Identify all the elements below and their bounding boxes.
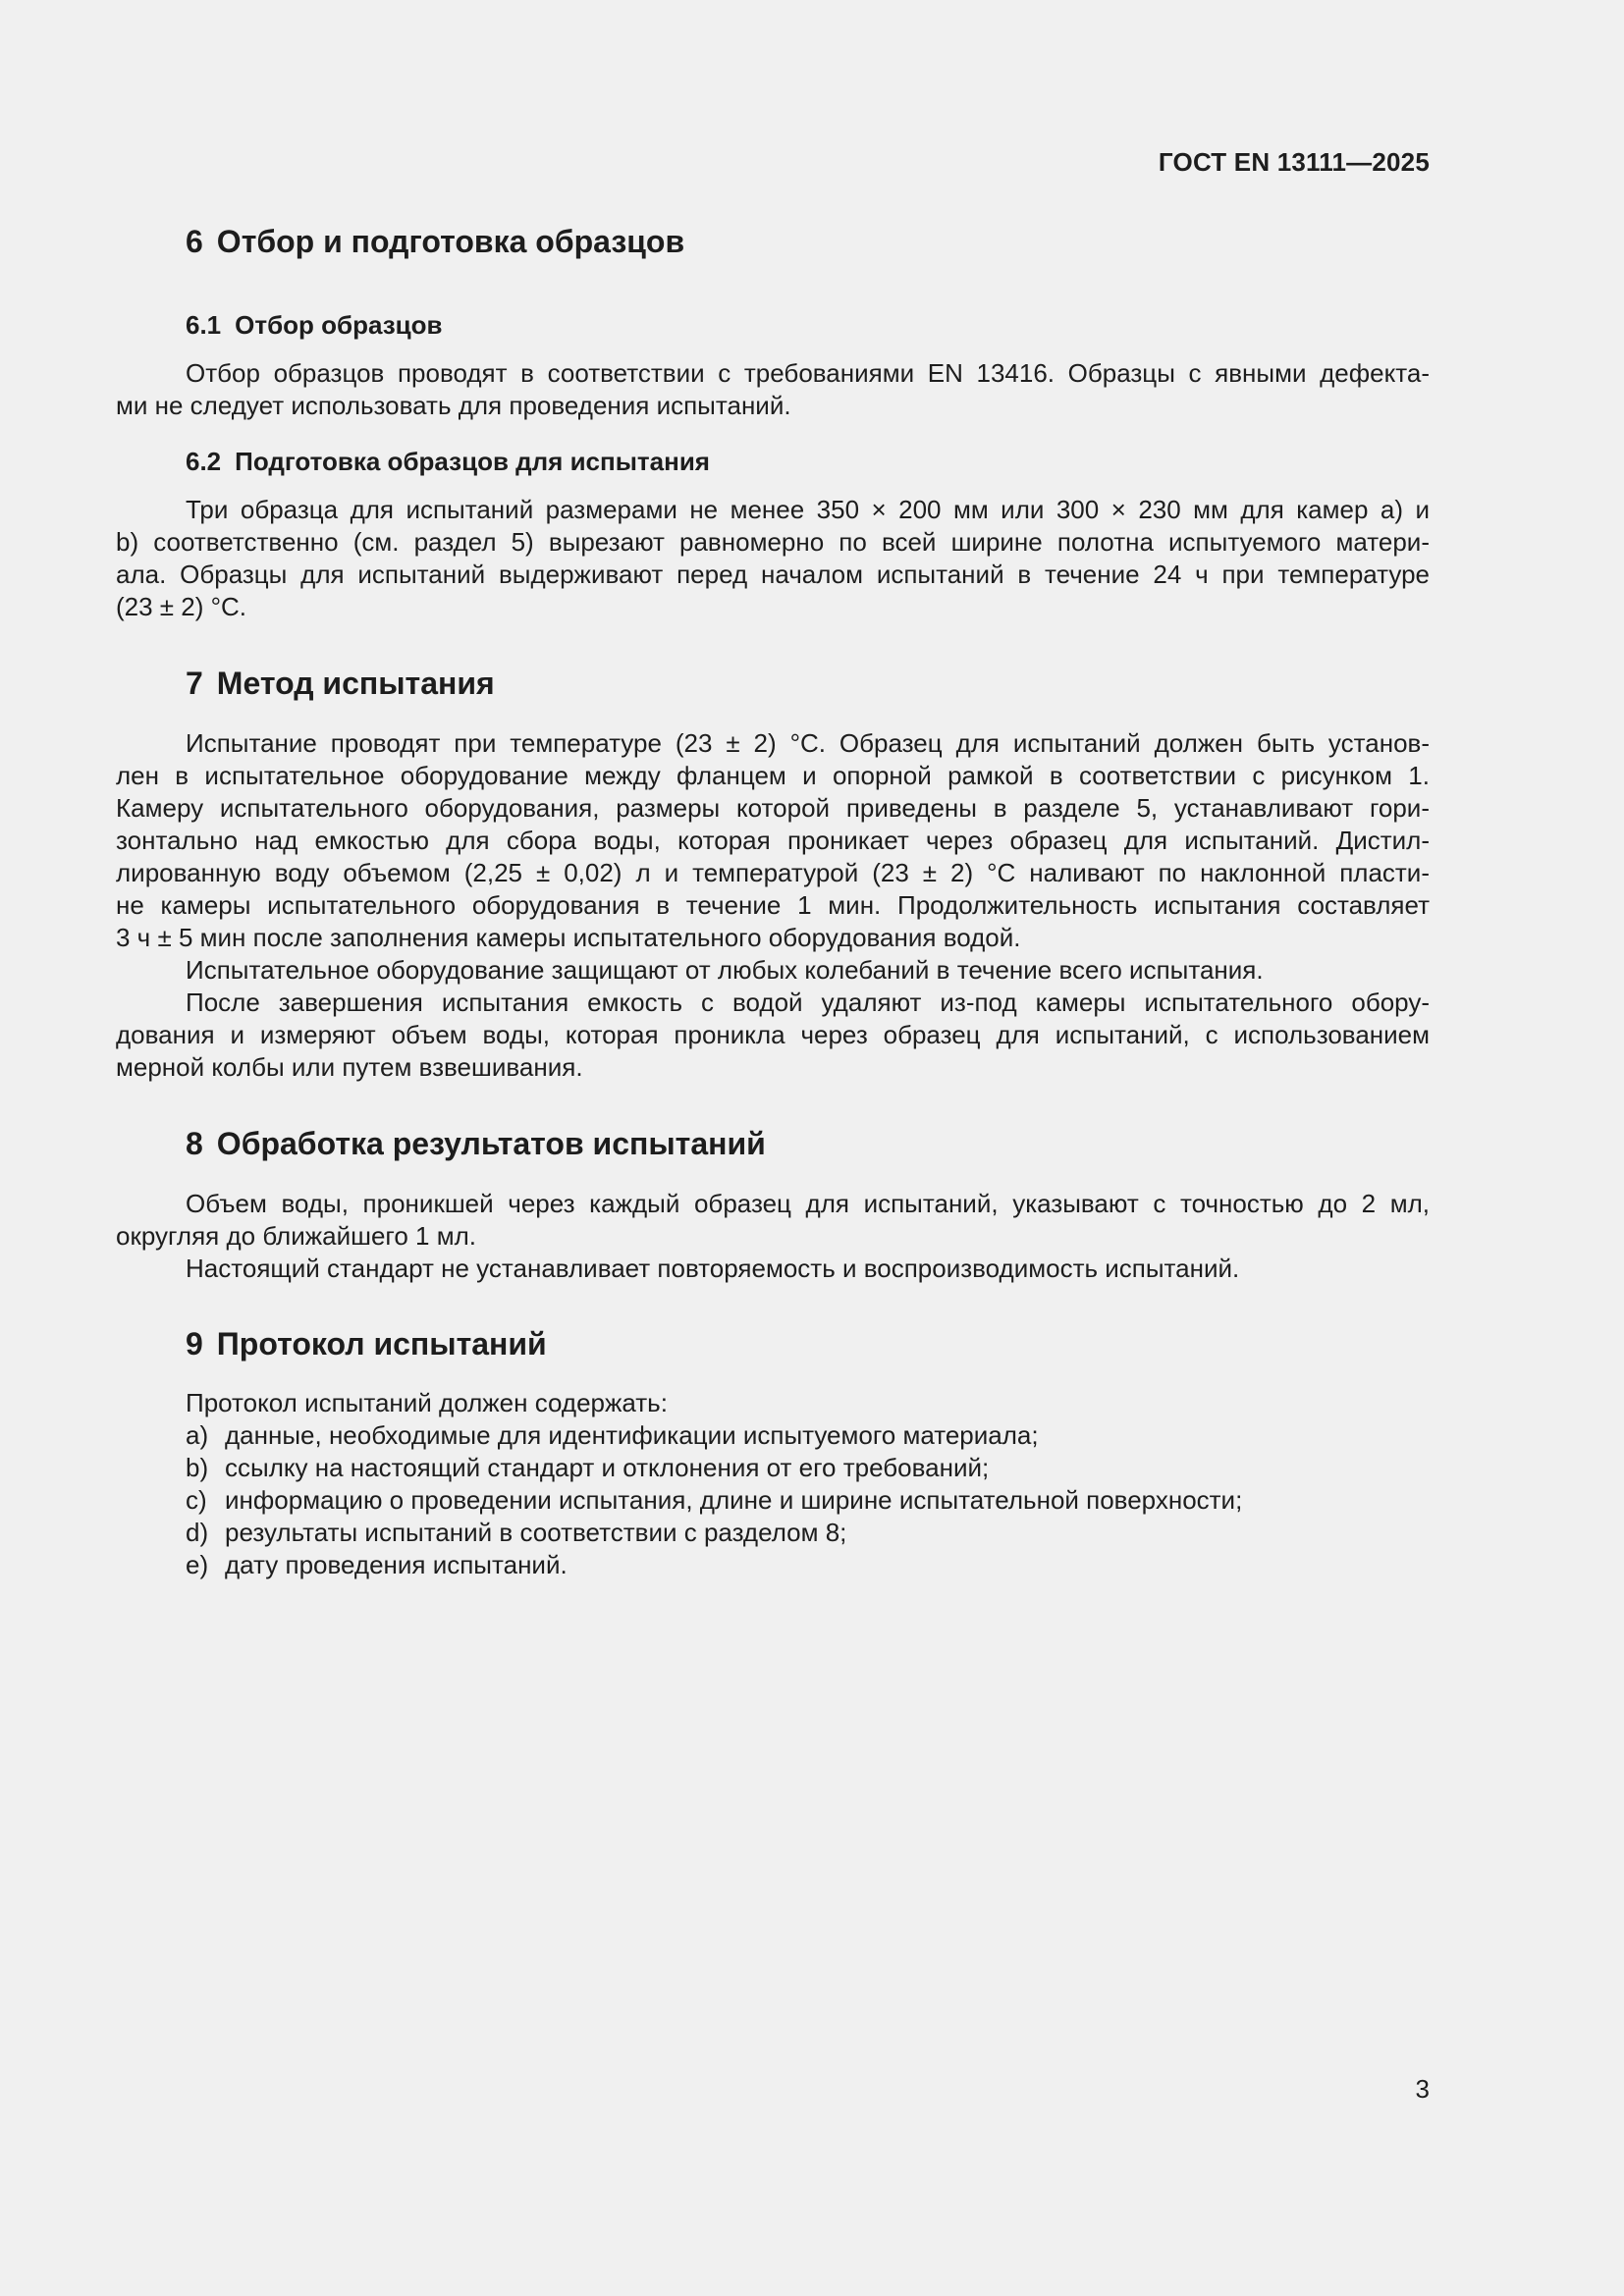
list-item: [186, 1549, 1242, 1581]
section-number: 9: [186, 1326, 203, 1362]
text-line: ми не следует использовать для проведения испытаний.: [116, 391, 791, 420]
subsection-number: 6.2: [186, 447, 222, 476]
list-marker: с): [186, 1485, 207, 1515]
list-item-text: данные, необходимые для идентификации испытуемого материала;: [225, 1420, 1039, 1450]
list-item: [186, 1419, 1242, 1452]
section-number: 8: [186, 1126, 203, 1161]
paragraph-6-1: [116, 357, 1430, 422]
text-line: мерной колбы или путем взвешивания.: [116, 1052, 583, 1082]
subsection-6-1-heading: [186, 310, 443, 341]
text-line: (23 ± 2) °С.: [116, 592, 247, 621]
list-marker: а): [186, 1420, 209, 1450]
list-item: [186, 1484, 1242, 1517]
text-line: Испытание проводят при температуре (23 ± 2) °С. Образец для испытаний должен быть установ-: [186, 728, 1430, 758]
text-line: ала. Образцы для испытаний выдерживают перед началом испытаний в течение 24 ч при температуре: [116, 560, 1430, 589]
text-line: Объем воды, проникшей через каждый образец для испытаний, указывают с точностью до 2 мл,: [186, 1189, 1430, 1218]
subsection-title: Подготовка образцов для испытания: [235, 447, 710, 476]
text-line: После завершения испытания емкость с водой удаляют из-под камеры испытательного обору-: [186, 988, 1430, 1017]
subsection-title: Отбор образцов: [235, 310, 443, 340]
standard-designation: ГОСТ EN 13111—2025: [1158, 147, 1430, 177]
list-item: [186, 1452, 1242, 1484]
text-line: дования и измеряют объем воды, которая проникла через образец для испытаний, с использованием: [116, 1020, 1430, 1049]
text-line: b) соответственно (см. раздел 5) вырезают равномерно по всей ширине полотна испытуемого матери-: [116, 527, 1430, 557]
paragraph-6-2: [116, 494, 1430, 623]
list-item-text: ссылку на настоящий стандарт и отклонения от его требований;: [225, 1453, 990, 1482]
list-marker: е): [186, 1550, 209, 1579]
section-number: 7: [186, 666, 203, 701]
text-line: зонтально над емкостью для сбора воды, которая проникает через образец для испытаний. Дистил-: [116, 826, 1430, 855]
section-9-heading: [186, 1326, 547, 1362]
section-7-heading: [186, 666, 495, 702]
text-line: Настоящий стандарт не устанавливает повторяемость и воспроизводимость испытаний.: [186, 1254, 1240, 1283]
list-marker: d): [186, 1518, 209, 1547]
section-title: Отбор и подготовка образцов: [216, 224, 685, 259]
section-8-heading: [186, 1126, 766, 1162]
report-requirements-list: [186, 1387, 1242, 1581]
text-line: лен в испытательное оборудование между фланцем и опорной рамкой в соответствии с рисунком 1.: [116, 761, 1430, 790]
text-line: 3 ч ± 5 мин после заполнения камеры испытательного оборудования водой.: [116, 923, 1021, 952]
paragraph-7-1: [116, 727, 1430, 1084]
list-item-text: результаты испытаний в соответствии с разделом 8;: [225, 1518, 847, 1547]
list-intro: Протокол испытаний должен содержать:: [186, 1388, 668, 1417]
text-line: Три образца для испытаний размерами не менее 350 × 200 мм или 300 × 230 мм для камер а) и: [186, 495, 1430, 524]
subsection-number: 6.1: [186, 310, 222, 340]
section-title: Протокол испытаний: [216, 1326, 547, 1362]
section-number: 6: [186, 224, 203, 259]
list-item: [186, 1517, 1242, 1549]
list-item-text: информацию о проведении испытания, длине и ширине испытательной поверхности;: [225, 1485, 1243, 1515]
list-marker: b): [186, 1453, 209, 1482]
section-title: Метод испытания: [216, 666, 495, 701]
text-line: округляя до ближайшего 1 мл.: [116, 1221, 476, 1251]
subsection-6-2-heading: [186, 447, 710, 477]
list-item-text: дату проведения испытаний.: [225, 1550, 568, 1579]
section-title: Обработка результатов испытаний: [216, 1126, 766, 1161]
section-6-heading: [186, 224, 684, 260]
text-line: не камеры испытательного оборудования в течение 1 мин. Продолжительность испытания составляет: [116, 890, 1430, 920]
text-line: лированную воду объемом (2,25 ± 0,02) л и температурой (23 ± 2) °С наливают по наклонной пласти-: [116, 858, 1430, 887]
page-number: 3: [1415, 2074, 1430, 2104]
text-line: Отбор образцов проводят в соответствии с требованиями EN 13416. Образцы с явными дефекта-: [186, 358, 1430, 388]
text-line: Испытательное оборудование защищают от любых колебаний в течение всего испытания.: [186, 955, 1264, 985]
text-line: Камеру испытательного оборудования, размеры которой приведены в разделе 5, устанавливают гори-: [116, 793, 1430, 823]
paragraph-8: [116, 1188, 1430, 1285]
